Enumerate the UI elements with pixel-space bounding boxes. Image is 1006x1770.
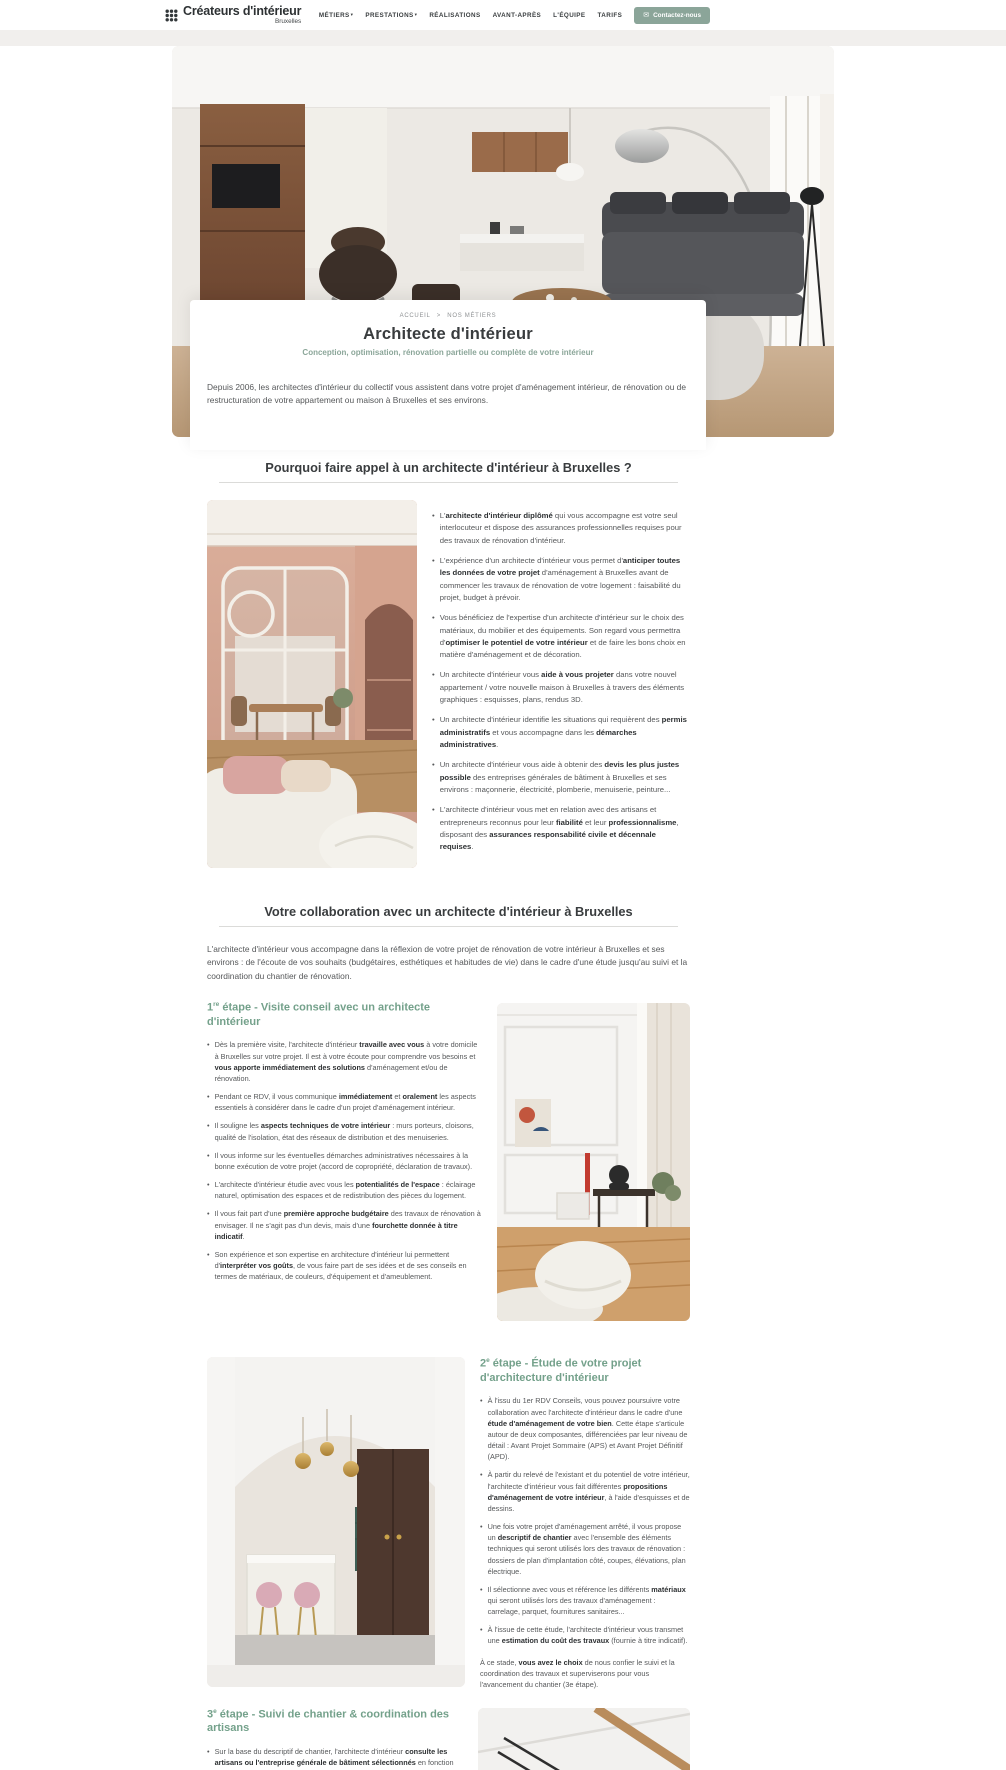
breadcrumb-separator: > [436,313,441,319]
step-3-image [478,1708,690,1770]
list-item: • À l'issue de cette étude, l'architecte d'intérieur vous transmet une estimation du coût des travaux (fournie à titre indicatif). [480,1625,688,1646]
section-step-1 [207,1001,690,1321]
list-item: • L'expérience d'un architecte d'intérieur vous permet d'anticiper toutes les données de votre projet d'aménagement à Bruxelles avant de commencer les travaux de rénovation de votre logement : faisabilité du projet, budget à prévoir. [432,555,690,604]
bullet-marker: • [207,1180,210,1190]
nav-item[interactable]: TARIFS [597,11,623,19]
breadcrumb [207,313,689,319]
bullet-marker: • [207,1040,210,1050]
step-2-photo-illustration [207,1357,465,1687]
bullet-marker: • [207,1121,210,1131]
list-item: • Un architecte d'intérieur vous aide à vous projeter dans votre nouvel appartement / votre nouvelle maison à Bruxelles à travers des éléments graphiques : esquisses, plans, rendus 3D. [432,669,690,706]
nav-item[interactable]: AVANT-APRÈS [492,11,542,19]
main-nav [319,7,710,24]
article [207,460,690,1770]
nav-item[interactable]: L'ÉQUIPE [553,11,586,19]
list-item: • Il vous fait part d'une première approche budgétaire des travaux de rénovation à envisager. Il ne s'agit pas d'un devis, mais d'une fourchette donnée à titre indicatif. [207,1209,481,1241]
step-3-heading: 3e étape - Suivi de chantier & coordination des artisans [207,1708,450,1735]
section-why-heading: Pourquoi faire appel à un architecte d'intérieur à Bruxelles ? [265,460,632,475]
bullet-marker: • [480,1584,483,1594]
step-1-image [497,1003,690,1321]
bullet-marker: • [480,1522,483,1532]
step-2-heading: 2e étape - Étude de votre projet d'architecture d'intérieur [480,1357,642,1384]
bullet-marker: • [480,1470,483,1480]
list-item: • Pendant ce RDV, il vous communique immédiatement et oralement les aspects essentiels à considérer dans le cadre d'un projet d'aménagement intérieur. [207,1092,476,1113]
logo-title: Créateurs d'intérieur [183,4,302,19]
list-item: • Une fois votre projet d'aménagement arrêté, il vous propose un descriptif de chantier avec l'ensemble des éléments techniques qui seront utilisés lors des travaux de rénovation : dossiers de plan d'implantation côté, coupes, élévations, plan électrique. [480,1522,686,1576]
section-why [207,460,690,868]
title-card [190,300,706,450]
list-item: • L'architecte d'intérieur étudie avec vous les potentialités de l'espace : éclairage naturel, optimisation des espaces et de redistribution des pièces du logement. [207,1180,476,1201]
bullet-marker: • [207,1747,210,1757]
list-item: • Dès la première visite, l'architecte d'intérieur travaille avec vous à votre domicile à Bruxelles sur votre projet. Il est à votre écoute pour comprendre vos besoins et vous apporte immédiatement des solutions d'aménagement et/ou de rénovation. [207,1040,478,1083]
list-item: • Son expérience et son expertise en architecture d'intérieur lui permettent d'interpréter vos goûts, de vous faire part de ses idées et de ses conseils en termes de matériaux, de couleurs, d'équipement et d'ameublement. [207,1249,467,1282]
list-item: • Sur la base du descriptif de chantier, l'architecte d'intérieur consulte les artisans ou l'entreprise générale de bâtiment sélectionnés en fonction [207,1747,454,1768]
step-2-outro: À ce stade, vous avez le choix de nous confier le suivi et la coordination des travaux et superviserons pour vous l'avancement du chantier (3e étape). [480,1657,675,1689]
contact-button[interactable]: ✉ Contactez-nous [634,7,710,24]
section-collab-heading: Votre collaboration avec un architecte d'intérieur à Bruxelles [264,904,633,919]
bullet-marker: • [207,1092,210,1102]
list-item: • L'architecte d'intérieur vous met en relation avec des artisans et entrepreneurs reconnus pour leur fiabilité et leur professionnalisme, disposant des assurances responsabilité civile et décennale requises. [432,804,690,853]
list-item: • À l'issu du 1er RDV Conseils, vous pouvez poursuivre votre collaboration avec l'architecte d'intérieur dans le cadre d'une étude d'aménagement de votre bien. Cette étape s'articule autour de deux composantes, différenciées par leur niveau de détail : Avant Projet Sommaire (APS) et Avant Projet Définitif (APD). [480,1396,688,1462]
header-divider-band [0,30,1006,46]
step-1-heading: 1re étape - Visite conseil avec un architecte d'intérieur [207,1001,431,1028]
section-divider [219,482,678,483]
bullet-marker: • [207,1209,210,1219]
page-intro: Depuis 2006, les architectes d'intérieur du collectif vous assistent dans votre projet d'aménagement intérieur, de rénovation ou de restructuration de votre appartement ou maison à Bruxelles et ses environs. [207,382,686,406]
list-item: • L'architecte d'intérieur diplômé qui vous accompagne est votre seul interlocuteur et dispose des assurances professionnelles requises pour des travaux de rénovation d'intérieur. [432,510,690,547]
list-item: • À partir du relevé de l'existant et du potentiel de votre intérieur, l'architecte d'intérieur vous fait différentes propositions d'aménagement de votre intérieur, à l'aide d'esquisses et de dessins. [480,1470,690,1513]
bullet-marker: • [480,1396,483,1406]
envelope-icon: ✉ [643,11,650,19]
breadcrumb-link-metiers[interactable]: NOS MÉTIERS [447,313,497,319]
page-title: Architecte d'intérieur [363,325,533,343]
site-header [0,0,1006,30]
why-bullet-list [432,510,690,868]
bullet-marker: • [480,1625,483,1635]
list-item: • Un architecte d'intérieur identifie les situations qui requièrent des permis administratifs et vous accompagne dans les démarches administratives. [432,714,690,751]
page-subtitle: Conception, optimisation, rénovation partielle ou complète de votre intérieur [302,348,594,357]
step-1-bullet-list [207,1039,482,1282]
section-step-2 [207,1357,690,1690]
why-photo-illustration [207,500,417,868]
list-item: • Il souligne les aspects techniques de votre intérieur : murs porteurs, cloisons, qualité de l'isolation, état des réseaux de distribution et des menuiseries. [207,1121,474,1142]
step-2-bullet-list [480,1395,690,1646]
chevron-down-icon: ▾ [350,11,354,17]
bullet-marker: • [432,613,435,623]
collab-intro: L'architecte d'intérieur vous accompagne dans la réflexion de votre projet de rénovation de votre intérieur à Bruxelles et ses environs : de l'écoute de vos souhaits (budgétaires, esthétiques et habitudes de vie) dans le cadre d'une étude jusqu'au suivi et la coordination du chantier de rénovation. [207,944,688,981]
section-step-3 [207,1708,690,1770]
logo-subtitle: Bruxelles [274,17,302,25]
section-collaboration [207,904,690,983]
nav-item[interactable]: PRESTATIONS▾ [365,11,418,19]
breadcrumb-link-home[interactable]: ACCUEIL [399,313,431,319]
nav-item[interactable]: MÉTIERS▾ [318,11,354,19]
bullet-marker: • [432,715,435,725]
list-item: • Vous bénéficiez de l'expertise d'un architecte d'intérieur sur le choix des matériaux, du mobilier et des équipements. Son regard vous permettra d'optimiser le potentiel de votre intérieur et de faire les bons choix en matière d'aménagement et de décoration. [432,612,690,661]
bullet-marker: • [432,670,435,680]
bullet-marker: • [432,511,435,520]
step-2-image [207,1357,465,1687]
why-section-image [207,500,417,868]
bullet-marker: • [432,805,435,815]
step-1-photo-illustration [497,1003,690,1321]
list-item: • Un architecte d'intérieur vous aide à obtenir des devis les plus justes possible des entreprises générales de bâtiment à Bruxelles et ses environs : maçonnerie, électricité, plomberie, menuiserie, peinture... [432,759,690,796]
step-3-photo-illustration [478,1708,690,1770]
dots-grid-icon [165,9,178,22]
bullet-marker: • [207,1150,210,1160]
nav-item[interactable]: RÉALISATIONS [429,11,481,19]
logo[interactable] [165,5,301,25]
hero [0,46,1006,446]
list-item: • Il vous informe sur les éventuelles démarches administratives nécessaires à la bonne exécution de votre projet (accord de copropriété, déclaration de travaux). [207,1150,473,1171]
section-divider [219,926,678,927]
chevron-down-icon: ▾ [414,11,418,17]
bullet-marker: • [432,760,435,770]
bullet-marker: • [432,555,435,565]
list-item: • Il sélectionne avec vous et référence les différents matériaux qui seront utilisés lors des travaux d'aménagement : carrelage, parquet, fournitures sanitaires... [480,1584,686,1617]
step-3-bullet-list [207,1746,463,1768]
bullet-marker: • [207,1249,210,1259]
